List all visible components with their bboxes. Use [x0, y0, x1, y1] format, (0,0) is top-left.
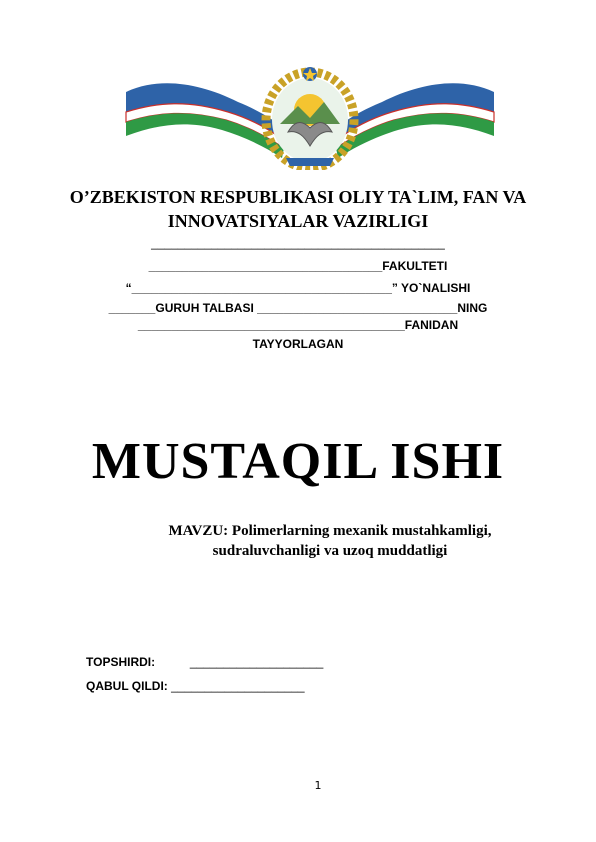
- ministry-line-1: O’ZBEKISTON RESPUBLIKASI OLIY TA`LIM, FAN VA: [69, 187, 527, 207]
- topic: [140, 521, 520, 561]
- accepted-blank: ____________________: [171, 679, 305, 693]
- submitted-blank: ____________________: [189, 655, 324, 669]
- submitted-label: TOPSHIRDI:: [86, 655, 156, 669]
- group-line: _______GURUH TALBASI ______________________________NING: [108, 301, 488, 315]
- accepted-row: [86, 679, 305, 693]
- topic-line-2: sudraluvchanligi va uzoq muddatligi: [212, 543, 448, 559]
- ministry-line-2: INNOVATSIYALAR VAZIRLIGI: [167, 211, 429, 231]
- subject-line: ________________________________________FANIDAN: [137, 318, 459, 332]
- blank-line: ____________________________________________: [151, 236, 445, 250]
- ministry-title: [0, 185, 596, 233]
- page-number: 1: [314, 779, 322, 792]
- faculty-line: ___________________________________FAKULTETI: [148, 259, 448, 273]
- document-title: MUSTAQIL ISHI: [91, 433, 505, 490]
- topic-line-1: MAVZU: Polimerlarning mexanik mustahkamligi,: [168, 523, 492, 539]
- accepted-label: QABUL QILDI:: [86, 679, 168, 693]
- prepared-line: TAYYORLAGAN: [252, 337, 344, 351]
- submitted-row: [86, 655, 323, 669]
- state-emblem: [118, 62, 502, 170]
- direction-line: “_______________________________________” YO`NALISHI: [125, 281, 471, 295]
- left-flag-ribbon: [126, 83, 288, 158]
